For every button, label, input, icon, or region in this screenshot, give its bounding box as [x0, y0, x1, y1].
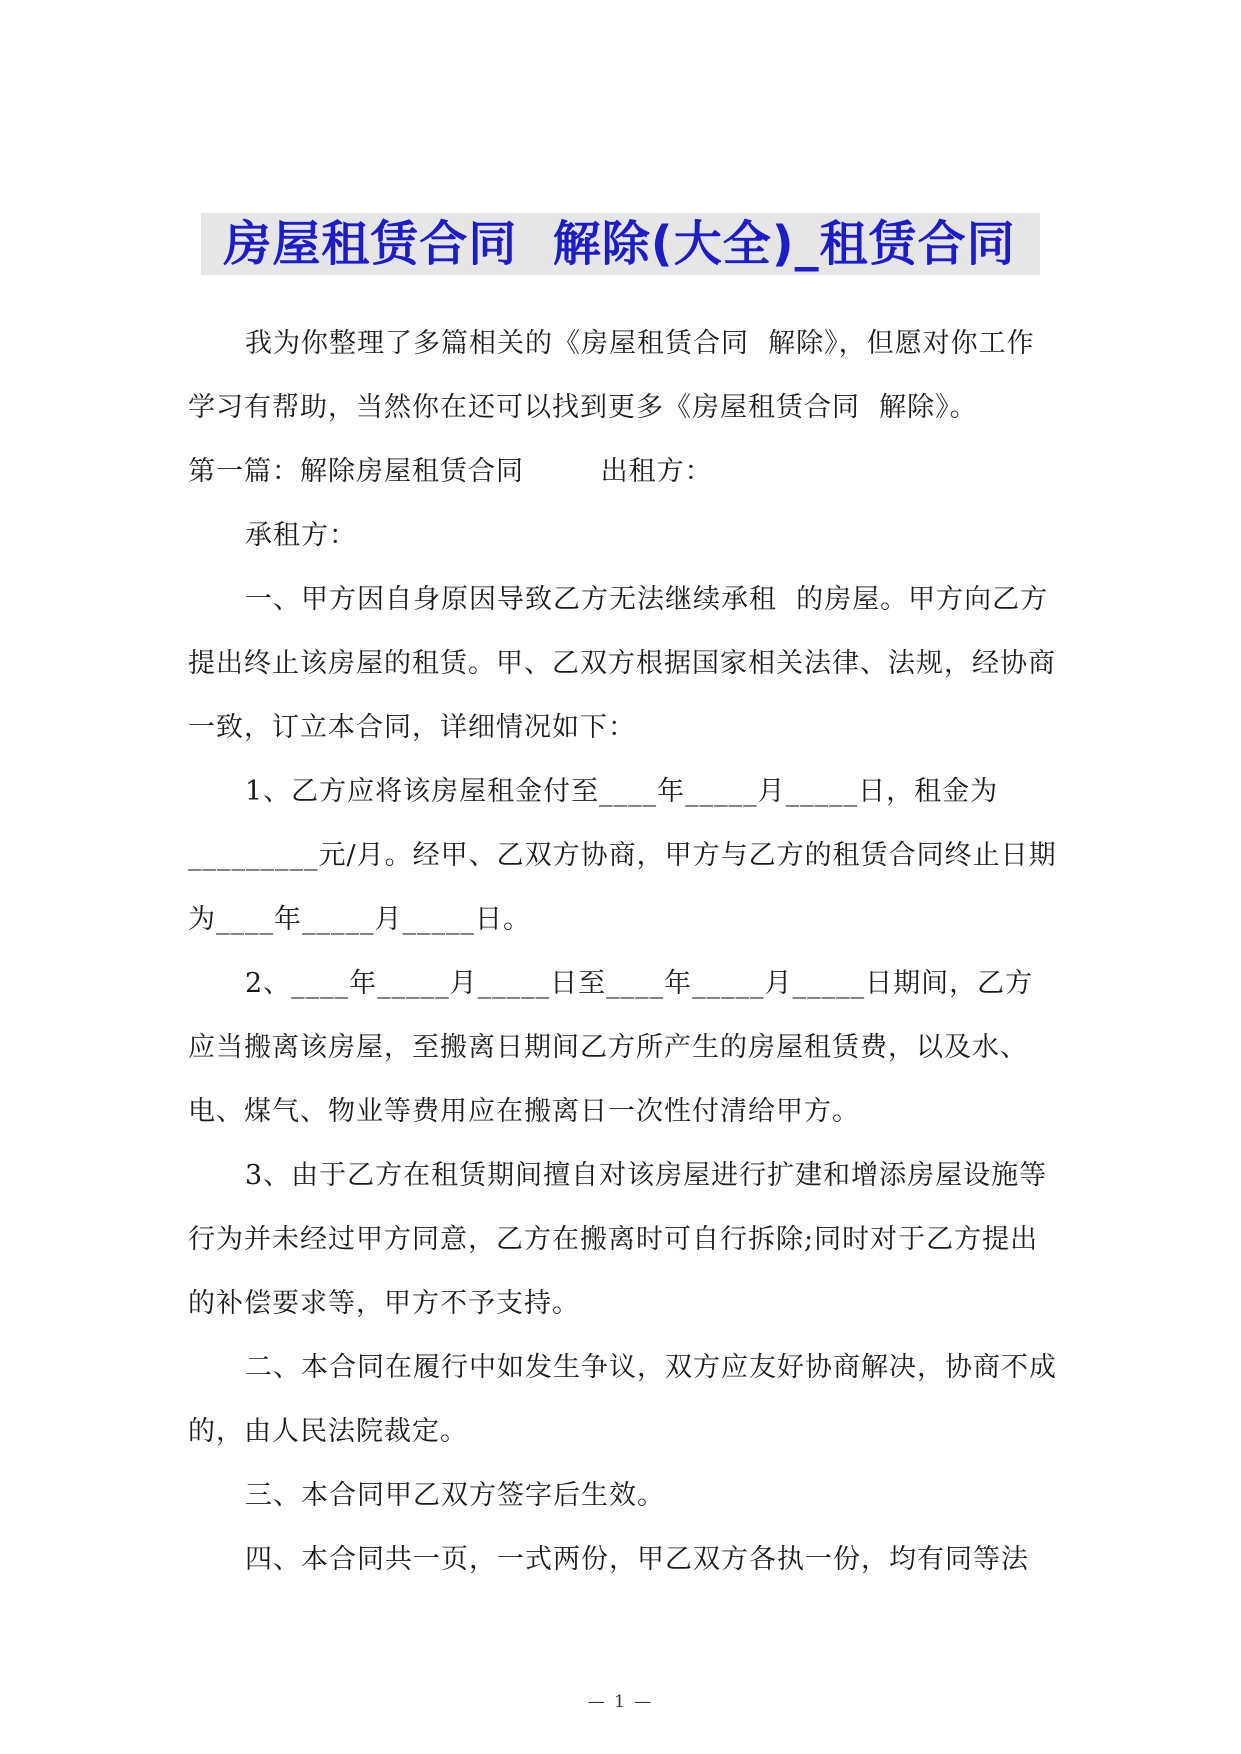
clause-one: 一、甲方因自身原因导致乙方无法继续承租 的房屋。甲方向乙方提出终止该房屋的租赁。甲、乙双方根据国家相关法律、法规，经协商一致，订立本合同，详细情况如下： — [188, 584, 1056, 743]
document-body — [188, 312, 1058, 1592]
clause-four: 四、本合同共一页，一式两份，甲乙双方各执一份，均有同等法 — [245, 1544, 1029, 1575]
clause-one-item-3: 3、由于乙方在租赁期间擅自对该房屋进行扩建和增添房屋设施等行为并未经过甲方同意，乙方在搬离时可自行拆除;同时对于乙方提出的补偿要求等，甲方不予支持。 — [188, 1160, 1048, 1319]
clause-one-item-2: 2、____年_____月_____日至____年_____月_____日期间，乙方应当搬离该房屋，至搬离日期间乙方所产生的房屋租赁费，以及水、电、煤气、物业等费用应在搬离日一次性付清给甲方。 — [188, 968, 1034, 1127]
intro-paragraph: 我为你整理了多篇相关的《房屋租赁合同 解除》，但愿对你工作学习有帮助，当然你在还可以找到更多《房屋租赁合同 解除》。 — [188, 328, 1035, 423]
page-number: — 1 — — [587, 1692, 654, 1712]
lessee-line: 承租方： — [245, 520, 357, 551]
document-title: 房屋租赁合同 解除(大全)_租赁合同 — [201, 213, 1039, 275]
clause-three: 三、本合同甲乙双方签字后生效。 — [245, 1480, 665, 1511]
clause-two: 二、本合同在履行中如发生争议，双方应友好协商解决，协商不成的，由人民法院裁定。 — [188, 1352, 1057, 1447]
title-container — [0, 213, 1241, 275]
section-heading-lessor: 第一篇：解除房屋租赁合同 出租方： — [188, 456, 713, 487]
clause-one-item-1: 1、乙方应将该房屋租金付至____年_____月_____日，租金为_________元/月。经甲、乙双方协商，甲方与乙方的租赁合同终止日期为____年_____月_____日。 — [188, 776, 1057, 935]
